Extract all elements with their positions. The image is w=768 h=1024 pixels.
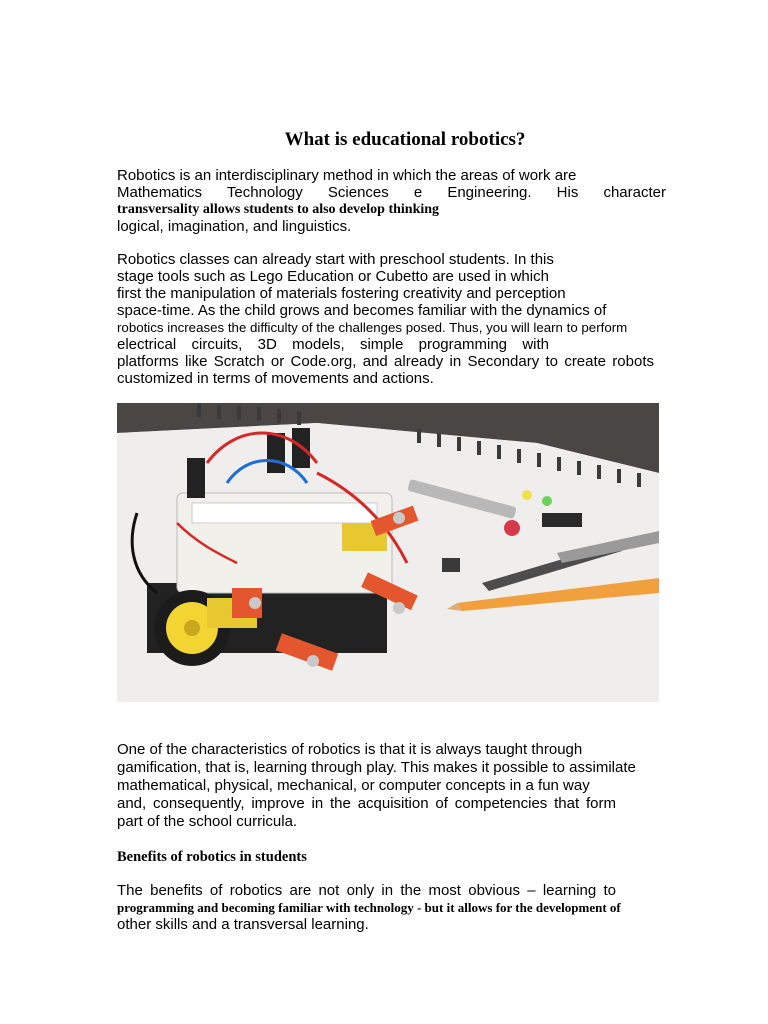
classes-line: customized in terms of movements and actions. <box>117 370 434 387</box>
benefits-paragraph <box>117 882 667 933</box>
intro-line: Mathematics Technology Sciences e Engineering. His character <box>117 184 666 201</box>
classes-paragraph <box>117 251 667 387</box>
gamification-paragraph <box>117 741 667 831</box>
classes-line: robotics increases the difficulty of the challenges posed. Thus, you will learn to perform <box>117 320 628 335</box>
intro-line: Robotics is an interdisciplinary method in which the areas of work are <box>117 167 577 184</box>
page-title: What is educational robotics? <box>284 129 526 150</box>
intro-line: logical, imagination, and linguistics. <box>117 218 352 235</box>
gamification-line: and, consequently, improve in the acquisition of competencies that form <box>117 795 616 812</box>
classes-line: stage tools such as Lego Education or Cubetto are used in which <box>117 268 549 285</box>
benefits-heading: Benefits of robotics in students <box>117 849 307 865</box>
gamification-line: gamification, that is, learning through play. This makes it possible to assimilate <box>117 759 636 776</box>
gamification-line: mathematical, physical, mechanical, or computer concepts in a fun way <box>117 777 590 794</box>
gamification-line: part of the school curricula. <box>117 813 298 830</box>
classes-line: space-time. As the child grows and becomes familiar with the dynamics of <box>117 302 607 319</box>
robot-photo <box>117 403 659 702</box>
classes-line: electrical circuits, 3D models, simple programming with <box>117 336 549 353</box>
gamification-line: One of the characteristics of robotics is that it is always taught through <box>117 741 583 758</box>
benefits-line: other skills and a transversal learning. <box>117 916 369 933</box>
classes-line: Robotics classes can already start with preschool students. In this <box>117 251 554 268</box>
classes-line: platforms like Scratch or Code.org, and already in Secondary to create robots <box>117 353 654 370</box>
benefits-line: The benefits of robotics are not only in the most obvious – learning to <box>117 882 616 899</box>
classes-line: first the manipulation of materials fostering creativity and perception <box>117 285 566 302</box>
intro-paragraph <box>117 167 667 235</box>
benefits-line: programming and becoming familiar with technology - but it allows for the development of <box>117 900 621 915</box>
intro-line: transversality allows students to also develop thinking <box>117 202 440 217</box>
